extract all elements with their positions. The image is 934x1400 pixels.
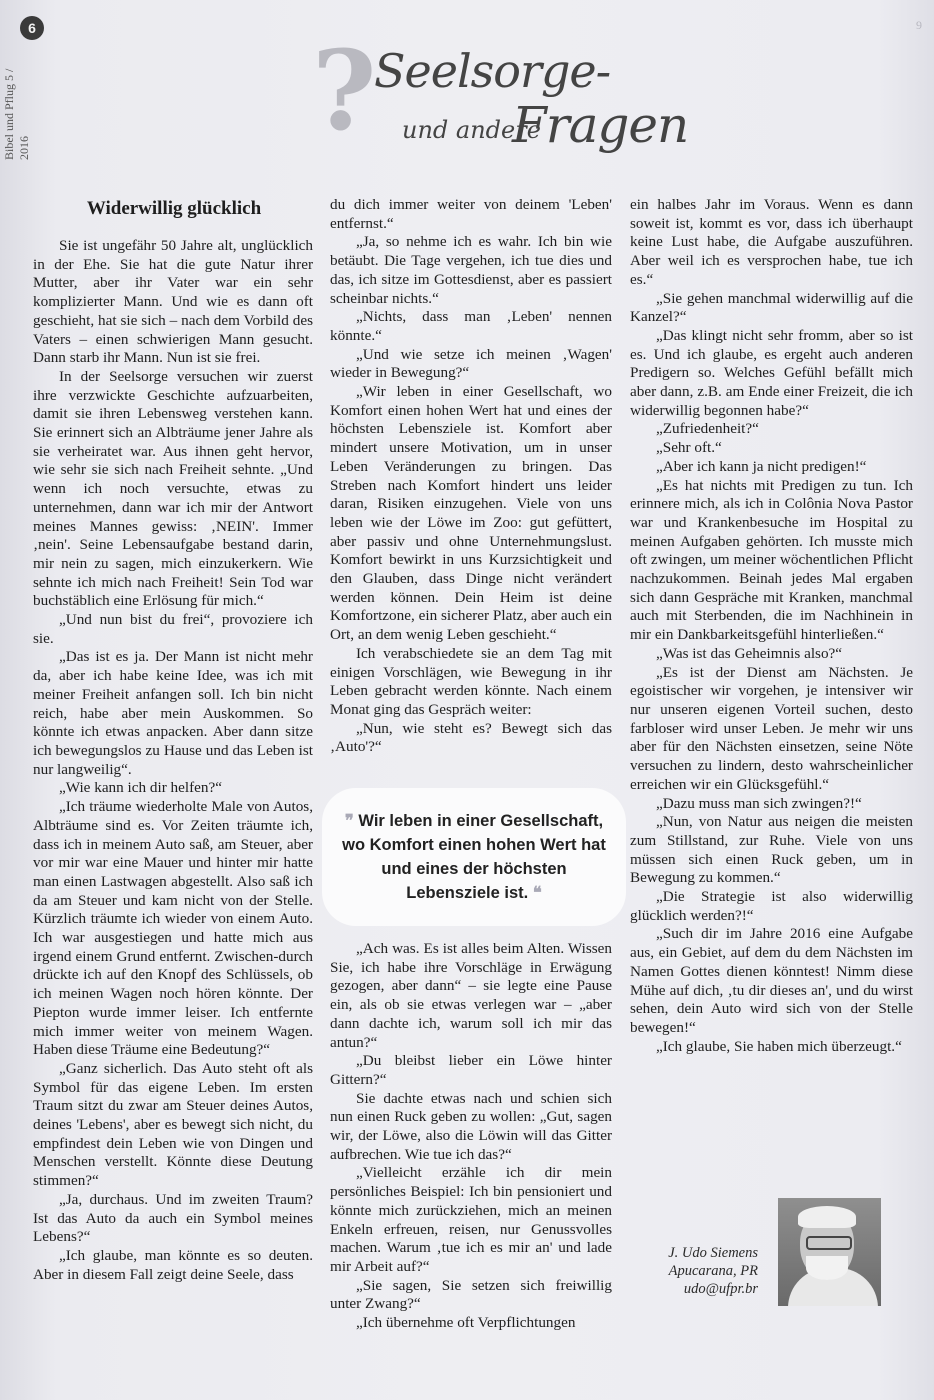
column-3 bbox=[630, 196, 913, 1056]
paragraph: „Und wie setze ich meinen ‚Wagen' wieder in Bewegung?“ bbox=[330, 345, 612, 382]
paragraph: „Zufriedenheit?“ bbox=[656, 420, 759, 438]
paragraph: „Ja, durchaus. Und im zweiten Traum? Ist das Auto da auch ein Symbol meines Lebens?“ bbox=[33, 1190, 313, 1246]
paragraph: „Wir leben in einer Gesellschaft, wo Komfort einen hohen Wert hat und eines der höchsten Lebensziele ist. Komfort aber mindert unsere Motivation, um in unser Leben Veränderungen zu bringen. Das Streben nach Komfort hindert uns leider daran, Risiken einzugehen. Viele von uns leben wie der Löwe im Zoo: gut gefüttert, aber passiv und ohne Unternehmungslust. Komfort bewirkt in uns Kurzsichtigkeit und den Glauben, dass Dinge nicht verändert werden können. Dein Heim ist deine Komfortzone, ein sicherer Platz, aber auch ein Ort, an dem wenig Leben geschieht.“ bbox=[330, 383, 612, 644]
paragraph: „Ich übernehme oft Verpflichtungen bbox=[356, 1314, 576, 1332]
author-photo bbox=[778, 1198, 881, 1306]
issue-label: Bibel und Pflug 5 / 2016 bbox=[2, 68, 31, 160]
paragraph: „Aber ich kann ja nicht predigen!“ bbox=[656, 457, 867, 475]
author-name: J. Udo Siemens bbox=[668, 1245, 758, 1261]
paragraph: „Such dir im Jahre 2016 eine Aufgabe aus, ein Gebiet, auf dem du dem Nächsten im Namen Gottes dienen könntest! Nimm diese Mühe auf dich, ‚tu dir dieses an', und du wirst sehen, dein Auto wird sich von der Stelle bewegen!“ bbox=[630, 925, 913, 1036]
paragraph: „Du bleibst lieber ein Löwe hinter Gittern?“ bbox=[330, 1052, 612, 1088]
paragraph: „Vielleicht erzähle ich dir mein persönliches Beispiel: Ich bin pensioniert und könnte mich zurückziehen, mich an meinen Enkeln erfreuen, reisen, nur Genussvolles machen. Warum ‚tue ich es mir an' und lade mir Arbeit auf?“ bbox=[330, 1164, 612, 1275]
corner-page-number: 9 bbox=[916, 18, 922, 32]
quote-open-icon: ❞ bbox=[344, 811, 354, 830]
paragraph: „Es ist der Dienst am Nächsten. Je egoistischer wir vorgehen, je intensiver wir nur unseren eigenen Vorteil suchen, desto farbloser wird unser Leben. Je mehr wir uns aber für den Nächsten einsetzen, seine Nöte versuchen zu lindern, desto wahrscheinlicher erreichen wir ein Glücksgefühl.“ bbox=[630, 663, 913, 793]
paragraph: „Ja, so nehme ich es wahr. Ich bin wie betäubt. Die Tage vergehen, ich tue dies und das, ich sitze im Gottesdienst, aber es passiert scheinbar nichts.“ bbox=[330, 233, 612, 307]
paragraph: „Ich träume wiederholte Male von Autos, Albträume sind es. Vor Zeiten träumte ich, dass ich in meinem Auto saß, am Steuer, aber vor mir war eine Mauer und hinter mir hatte man einen Lastwagen abgestellt. Also saß ich da am Steuer und kam nicht von der Stelle. Kürzlich träumte ich wieder von einem Auto. Ich war ausgestiegen und hatte mich aus irgend einem Grund entfernt. Zwischen-durch drückte ich auf den Knopf des Schlüssels, ob ich meinen Wagen noch hören könnte. Der Piepton wurde immer leiser. Ich entfernte mich immer weiter von meinem Wagen. Haben diese Träume eine Bedeutung?“ bbox=[33, 798, 313, 1059]
paragraph: „Es hat nichts mit Predigen zu tun. Ich erinnere mich, als ich in Colônia Nova Pastor war und Krankenbesuche im Hospital zu meinen Aufgaben gehörten. Ich musste mich oft zwingen, um meiner wöchentlichen Pflicht nachzukommen. Beinah jedes Mal ergaben sich dann Gespräche mit Kranken, manchmal auch mit Sterbenden, die im Nachhinein in mir ein Dankbarkeitsgefühl hinterließen.“ bbox=[630, 476, 913, 644]
paragraph: „Dazu muss man sich zwingen?!“ bbox=[656, 794, 862, 812]
paragraph: „Nun, von Natur aus neigen die meisten zum Stillstand, zur Ruhe. Viele von uns müssen sich einen Ruck geben, um in Bewegung zu kommen.“ bbox=[630, 813, 913, 887]
quote-close-icon: ❝ bbox=[532, 883, 542, 902]
paragraph: „Sehr oft.“ bbox=[656, 439, 722, 457]
paragraph: Ich verabschiedete sie an dem Tag mit einigen Vorschlägen, wie Bewegung in ihr Leben gebracht werden könnte. Nach einem Monat ging das Gespräch weiter: bbox=[330, 644, 612, 718]
pull-quote bbox=[322, 788, 626, 926]
paragraph: „Was ist das Geheimnis also?“ bbox=[656, 644, 843, 662]
paragraph: „Sie sagen, Sie setzen sich freiwillig unter Zwang?“ bbox=[330, 1276, 612, 1313]
section-title-line2b: Fragen bbox=[512, 96, 689, 154]
pull-quote-text: Wir leben in einer Gesellschaft, wo Komfort einen hohen Wert hat und eines der höchsten Lebensziele ist. bbox=[342, 812, 606, 902]
paragraph: „Ganz sicherlich. Das Auto steht oft als Symbol für das eigene Leben. Im ersten Traum sitzt du zwar am Steuer deines Autos, deines 'Lebens', aber es bewegt sich nicht, du empfindest dein Leben wie von Dingen und Menschen verstellt. Könnte diese Deutung stimmen?“ bbox=[33, 1059, 313, 1190]
author-location: Apucarana, PR bbox=[668, 1263, 758, 1279]
question-mark-logo: ? bbox=[312, 26, 377, 155]
column-2-bottom bbox=[330, 940, 612, 1333]
paragraph: „Das ist es ja. Der Mann ist nicht mehr da, aber ich habe keine Idee, was ich mit meiner Freiheit anfangen soll. Ich bin nicht reich, habe aber mein Auskommen. So könnte ich etwas anpacken. Aber dann sitze ich bewegungslos zu Hause und das Leben ist nur langweilig“. bbox=[33, 648, 313, 778]
paragraph: „Und nun bist du frei“, provoziere ich sie. bbox=[33, 611, 313, 647]
author-block bbox=[646, 1244, 758, 1298]
page-number: 6 bbox=[20, 16, 44, 40]
column-2-top bbox=[330, 196, 612, 757]
paragraph: „Ach was. Es ist alles beim Alten. Wissen Sie, ich habe ihre Vorschläge in Erwägung gezogen, aber dann“ – sie legte eine Pause ein, als ob sie etwas verlegen war – „aber dann dachte ich, warum soll ich mir das antun?“ bbox=[330, 940, 612, 1051]
section-title-line1: Seelsorge- bbox=[374, 44, 611, 98]
paragraph: „Ich glaube, Sie haben mich überzeugt.“ bbox=[656, 1037, 902, 1055]
paragraph: „Ich glaube, man könnte es so deuten. Aber in diesem Fall zeigt deine Seele, dass bbox=[33, 1246, 313, 1283]
article-title: Widerwillig glücklich bbox=[86, 198, 262, 219]
section-title-line2a: und andere bbox=[402, 116, 541, 144]
paragraph: Sie ist ungefähr 50 Jahre alt, unglücklich in der Ehe. Sie hat die gute Natur ihrer Mutter, aber ihr Vater war ein sehr komplizierter Mann. Und wie es dann oft geschieht, hat sie sich – nach dem Vorbild des Vaters – einen schwierigen Mann gesucht. Dann starb ihr Mann. Nun ist sie frei. bbox=[33, 237, 313, 367]
paragraph: In der Seelsorge versuchen wir zuerst ihre verzwickte Geschichte aufzuarbeiten, damit sie ihren Lebensweg verstehen kann. Sie erinnert sich an Albträume jener Jahre als sie verheiratet war. Aus ihnen geht hervor, wie sehr sie sich nach Freiheit sehnte. „Und wenn ich noch versuchte, etwas zu unternehmen, dann war ich mir der Antwort meines Mannes gewiss: ‚NEIN'. Immer ‚nein'. Seine Lebensaufgabe bestand darin, mir nein zu sagen, mich einzukerkern. Wie sehnte ich mich nach Freiheit! Sein Tod war buchstäblich eine Erlösung für mich.“ bbox=[33, 367, 313, 610]
paragraph: „Nichts, dass man ‚Leben' nennen könnte.“ bbox=[330, 308, 612, 344]
paragraph: Sie dachte etwas nach und schien sich nun einen Ruck geben zu wollen: „Gut, sagen wir, der Löwe, also die Löwin will das Gitter aufbrechen. Wie tue ich das?“ bbox=[330, 1089, 612, 1163]
column-1 bbox=[33, 237, 313, 1284]
paragraph: ein halbes Jahr im Voraus. Wenn es dann soweit ist, kommt es vor, dass ich überhaupt keine Lust habe, die Aufgabe auszuführen. Aber weil ich es versprochen habe, tue ich es.“ bbox=[630, 196, 913, 288]
paragraph: „Die Strategie ist also widerwillig glücklich werden?!“ bbox=[630, 888, 913, 924]
paragraph: „Sie gehen manchmal widerwillig auf die Kanzel?“ bbox=[630, 289, 913, 326]
paragraph: du dich immer weiter von deinem 'Leben' entfernst.“ bbox=[330, 196, 612, 232]
paragraph: „Nun, wie steht es? Bewegt sich das ‚Auto'?“ bbox=[330, 719, 612, 756]
paragraph: „Das klingt nicht sehr fromm, aber so ist es. Und ich glaube, es ergeht auch anderen Predigern so. Welches Gefühl befällt mich aber dann, z.B. am Ende einer Freizeit, die ich widerwillig begonnen habe?“ bbox=[630, 326, 913, 419]
paragraph: „Wie kann ich dir helfen?“ bbox=[59, 779, 222, 797]
author-email: udo@ufpr.br bbox=[683, 1281, 758, 1297]
